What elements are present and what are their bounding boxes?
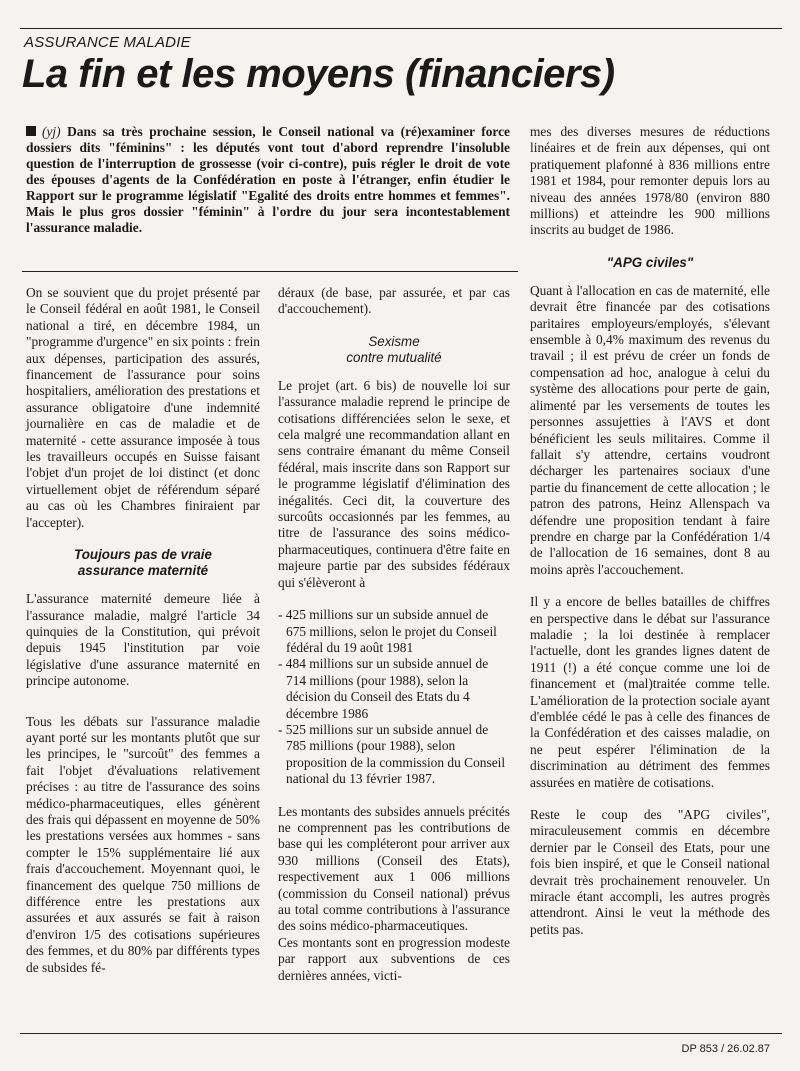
list-item: - 484 millions sur un subside annuel de 714 millions (pour 1988), selon la décision du Conseil des Etats du 4 décembre 1986 bbox=[278, 656, 489, 721]
paragraph: Le projet (art. 6 bis) de nouvelle loi sur l'assurance maladie reprend le principe de cotisations différenciées selon le sexe, et cela malgré une recommandation allant en sens contraire émanant du même Conseil fédéral, mais inscrite dans son Rapport sur le programme législatif d'élimination des inégalités. Ceci dit, la couverture des surcoûts occasionnés par les femmes, au titre de l'assurance des soins médico-pharmaceutiques, continuera d'être faite en majeure partie par des subsides fédéraux qui s'élèveront à bbox=[278, 377, 510, 590]
section-kicker: ASSURANCE MALADIE bbox=[24, 34, 191, 51]
bullet-square-icon bbox=[26, 126, 36, 136]
issue-reference: DP 853 / 26.02.87 bbox=[681, 1043, 770, 1055]
list-item: - 425 millions sur un subside annuel de 675 millions, selon le projet du Conseil fédéral du 19 août 1981 bbox=[278, 607, 497, 655]
paragraph: mes des diverses mesures de réductions linéaires et de frein aux dépenses, qui ont pratiquement plafonné à 836 millions entre 1981 et 1984, pour remonter depuis lors au niveau des années 1978/80 (environ 880 millions) et atteindre les 900 millions inscrits au budget de 1986. bbox=[530, 124, 770, 238]
bottom-rule bbox=[20, 1033, 782, 1034]
column-3 bbox=[530, 124, 770, 954]
lead-paragraph bbox=[26, 124, 510, 236]
paragraph: Les montants des subsides annuels précités ne comprennent pas les contributions de base qui les compléteront pour arriver aux 930 millions (Conseil des Etats), respectivement aux 1 006 millions (commission du Conseil national) prévus au total comme contributions à l'assurance des soins médico-pharmaceutiques. bbox=[278, 803, 510, 934]
paragraph: Tous les débats sur l'assurance maladie ayant porté sur les montants plutôt que sur les principes, le "surcoût" des femmes a fait l'objet d'évaluations relativement précises : au titre de l'assurance des soins médico-pharmaceutiques, elles génèrent des frais qui dépassent en moyenne de 50% les prestations versées aux hommes - sans compter le 15% supplémentaire lié aux frais d'accouchement. Moyennant quoi, le financement des quelque 750 millions de différence entre les prestations aux assurées et aux assurés se fait à raison d'environ 1/5 des cotisations supérieures des femmes, et du 80% par différents types de subsides fé- bbox=[26, 713, 260, 975]
paragraph: Reste le coup des "APG civiles", miraculeusement commis en décembre dernier par le Conseil des Etats, pour une fois bien inspiré, et que le Conseil national devrait très prochainement renouveler. Un miracle étant accompli, les autres progrès attendront. Ainsi le veut la méthode des petits pas. bbox=[530, 807, 770, 937]
column-1 bbox=[26, 285, 260, 992]
lead-author: (yj) bbox=[42, 124, 61, 139]
paragraph: déraux (de base, par assurée, et par cas d'accouchement). bbox=[278, 285, 510, 317]
paragraph: L'assurance maternité demeure liée à l'assurance maladie, malgré l'article 34 quinquies de la Constitution, qui prévoit depuis 1945 l'institution par voie législative d'une assurance maternité en principe autonome. bbox=[26, 591, 260, 689]
lead-separator-rule bbox=[22, 271, 518, 272]
paragraph: Il y a encore de belles batailles de chiffres en perspective dans le débat sur l'assurance maladie ; la loi destinée à remplacer l'actuelle, dont les grandes lignes datent de 1911 (!) a été conçue comme une loi de financement et (mal)traitée comme telle. L'amélioration de la protection sociale ayant d'emblée cédé le pas à celle des finances de la Confédération et des caisses maladie, on ne peut espérer l'élimination de la discrimination au détriment des femmes assurées en matière de cotisations. bbox=[530, 594, 770, 790]
lead-text: Dans sa très prochaine session, le Conseil national va (ré)examiner force dossiers dits "féminins" : les députés vont tout d'abord reprendre l'insoluble question de l'interruption de grossesse (voir ci-contre), puis régler le droit de vote des épouses d'agents de la Confédération en poste à l'étranger, enfin étudier le Rapport sur le programme législatif "Egalité des droits entre hommes et femmes". Mais le plus gros dossier "féminin" à l'ordre du jour sera incontestablement l'assurance maladie. bbox=[26, 124, 510, 235]
subsides-list bbox=[278, 607, 510, 787]
subheading-sexisme: Sexisme contre mutualité bbox=[346, 333, 442, 365]
paragraph: Ces montants sont en progression modeste par rapport aux subventions de ces dernières années, victi- bbox=[278, 934, 510, 983]
article-headline: La fin et les moyens (financiers) bbox=[22, 52, 615, 96]
subheading-maternite: Toujours pas de vraie assurance maternité bbox=[74, 547, 212, 579]
paragraph: Quant à l'allocation en cas de maternité, elle devrait être financée par des cotisations paritaires employeurs/employés, s'élevant ensemble à 0,4% maximum des revenus du travail ; il est prévu de créer un fonds de compensation ad hoc, analogue à celui du système des allocations pour perte de gain, alimenté par les versements de toutes les personnes assujetties à l'AVS et dont bénéficient les seuls militaires. Comme il fallait s'y attendre, certains voudront décharger les partenaires sociaux d'une partie du financement de cette allocation ; le patron des patrons, Heinz Allenspach va défendre une proposition tendant à faire prendre en charge par la Confédération 1/4 de l'allocation de 16 semaines, dont 8 au moins après l'accouchement. bbox=[530, 282, 770, 577]
list-item: - 525 millions sur un subside annuel de 785 millions (pour 1988), selon proposition de la commission du Conseil national du 13 février 1987. bbox=[278, 721, 506, 787]
paragraph: On se souvient que du projet présenté par le Conseil fédéral en août 1981, le Conseil national a tiré, en décembre 1984, un "programme d'urgence" en six points : frein aux dépenses, participation des assurés, financement de l'assurance pour soins hospitaliers, amélioration des prestations et assurance obligatoire d'une indemnité journalière en cas de maladie et de maternité - cette assurance imposée à tous les travailleurs occupés en Suisse faisant l'objet d'un projet de loi distinct (et donc virtuellement objet de référendum séparé au cas où les Chambres finiraient par l'accepter). bbox=[26, 285, 260, 530]
subheading-apg: "APG civiles" bbox=[606, 254, 694, 270]
top-rule bbox=[20, 28, 782, 29]
column-2 bbox=[278, 285, 510, 1000]
